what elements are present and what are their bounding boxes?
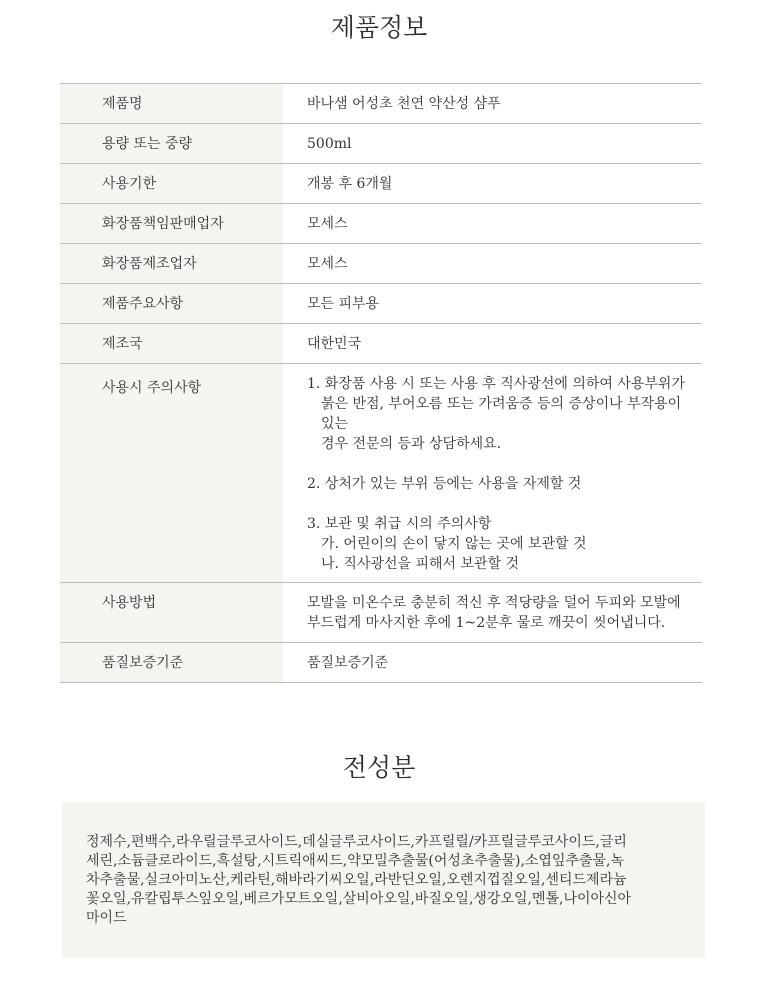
row-value: 모세스 <box>283 204 702 244</box>
quality-label: 품질보증기준 <box>60 643 283 683</box>
row-label: 제조국 <box>60 324 283 364</box>
row-value: 대한민국 <box>283 324 702 364</box>
quality-value: 품질보증기준 <box>283 643 702 683</box>
table-row <box>60 284 702 324</box>
usage-value <box>283 583 702 643</box>
usage-line: 모발을 미온수로 충분히 적신 후 적당량을 덜어 두피와 모발에 <box>307 595 681 611</box>
ingredients-line: 마이드 <box>86 910 127 926</box>
table-row <box>60 244 702 284</box>
usage-row <box>60 583 702 643</box>
ingredients-box <box>62 802 705 958</box>
usage-label: 사용방법 <box>60 583 283 643</box>
caution-item <box>307 514 692 574</box>
row-label: 제품주요사항 <box>60 284 283 324</box>
product-info-table <box>60 83 702 683</box>
row-label: 제품명 <box>60 84 283 124</box>
row-value: 모세스 <box>283 244 702 284</box>
table-row <box>60 324 702 364</box>
row-label: 화장품책임판매업자 <box>60 204 283 244</box>
ingredients-line: 정제수,편백수,라우릴글루코사이드,데실글루코사이드,카프릴릴/카프릴글루코사이드,글리 <box>86 834 627 850</box>
row-value: 바나샘 어성초 천연 약산성 샴푸 <box>283 84 702 124</box>
row-value: 모든 피부용 <box>283 284 702 324</box>
caution-list <box>283 364 702 583</box>
table-row <box>60 164 702 204</box>
caution-line: 나. 직사광선을 피해서 보관할 것 <box>321 556 520 572</box>
table-row <box>60 204 702 244</box>
quality-row <box>60 643 702 683</box>
caution-line: 붉은 반점, 부어오름 또는 가려움증 등의 증상이나 부작용이 있는 <box>321 396 682 432</box>
caution-line: 1. 화장품 사용 시 또는 사용 후 직사광선에 의하여 사용부위가 <box>307 376 685 392</box>
row-label: 화장품제조업자 <box>60 244 283 284</box>
ingredients-line: 꽃오일,유칼립투스잎오일,베르가모트오일,살비아오일,바질오일,생강오일,멘톨,나이아신아 <box>86 891 632 907</box>
row-label: 사용기한 <box>60 164 283 204</box>
ingredients-line: 세린,소듐클로라이드,흑설탕,시트릭애씨드,약모밀추출물(어성초추출물),소엽잎추출물,녹 <box>86 853 625 869</box>
ingredients-line: 차추출물,실크아미노산,케라틴,해바라기씨오일,라반딘오일,오렌지껍질오일,센티드제라늄 <box>86 872 627 888</box>
caution-item <box>307 474 692 494</box>
caution-row <box>60 364 702 583</box>
caution-item <box>307 374 692 454</box>
caution-line: 가. 어린이의 손이 닿지 않는 곳에 보관할 것 <box>321 536 587 552</box>
caution-line: 2. 상처가 있는 부위 등에는 사용을 자제할 것 <box>307 476 582 492</box>
caution-line: 경우 전문의 등과 상담하세요. <box>321 436 502 452</box>
caution-label: 사용시 주의사항 <box>60 364 283 583</box>
usage-line: 부드럽게 마사지한 후에 1~2분후 물로 깨끗이 씻어냅니다. <box>307 615 666 631</box>
table-row <box>60 84 702 124</box>
row-value: 개봉 후 6개월 <box>283 164 702 204</box>
row-label: 용량 또는 중량 <box>60 124 283 164</box>
product-info-title: 제품정보 <box>330 13 428 42</box>
caution-line: 3. 보관 및 취급 시의 주의사항 <box>307 516 492 532</box>
row-value: 500ml <box>283 124 702 164</box>
table-row <box>60 124 702 164</box>
ingredients-title: 전성분 <box>342 753 416 782</box>
